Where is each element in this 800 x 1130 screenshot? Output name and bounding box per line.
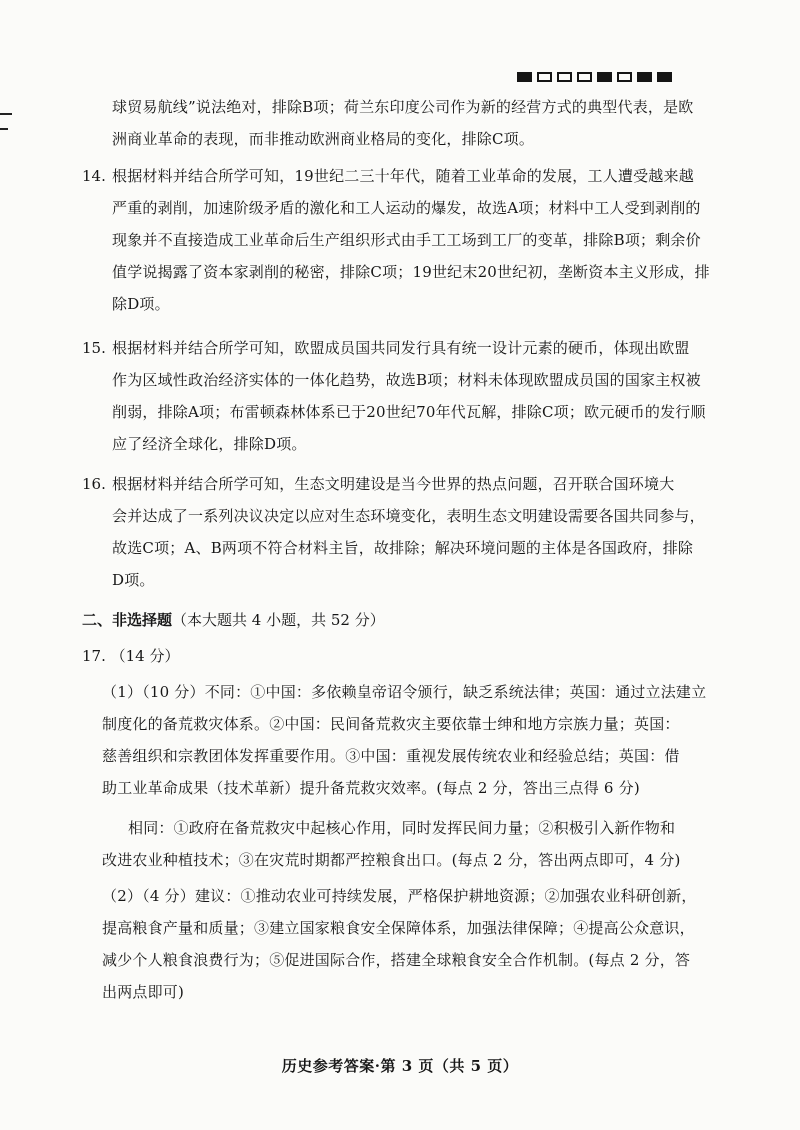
section-title: 二、非选择题 xyxy=(82,611,173,629)
text-line: 改进农业种植技术；③在灾荒时期都严控粮食出口。(每点 2 分，答出两点即可，4 分) xyxy=(102,851,681,869)
section-subtitle: （本大题共 4 小题，共 52 分） xyxy=(172,611,385,629)
text-line: 会并达成了一系列决议决定以应对生态环境变化，表明生态文明建设需要各国共同参与， xyxy=(112,507,705,525)
text-line: 慈善组织和宗教团体发挥重要作用。③中国：重视发展传统农业和经验总结；英国：借 xyxy=(102,747,680,765)
text-line: 削弱，排除A项；布雷顿森林体系已于20世纪70年代瓦解，排除C项；欧元硬币的发行顺 xyxy=(112,403,706,421)
q14-answer-text xyxy=(112,160,710,320)
marker-block xyxy=(537,72,552,82)
q17-part1-text xyxy=(102,676,706,804)
text-line: 应了经济全球化，排除D项。 xyxy=(112,435,307,453)
text-line: 制度化的备荒救灾体系。②中国：民间备荒救灾主要依靠士绅和地方宗族力量；英国： xyxy=(102,715,680,733)
marker-block xyxy=(617,72,632,82)
text-line: 洲商业革命的表现，而非推动欧洲商业格局的变化，排除C项。 xyxy=(112,130,535,148)
text-line: （2）（4 分）建议：①推动农业可持续发展，严格保护耕地资源；②加强农业科研创新， xyxy=(102,887,697,905)
q17-same-text xyxy=(102,812,681,876)
page-footer: 历史参考答案·第 3 页（共 5 页） xyxy=(281,1057,519,1075)
text-line: 根据材料并结合所学可知，生态文明建设是当今世界的热点问题，召开联合国环境大 xyxy=(112,475,675,493)
q17-part2-text xyxy=(102,880,697,1008)
text-line: （1）（10 分）不同：①中国：多依赖皇帝诏令颁行，缺乏系统法律；英国：通过立法建立 xyxy=(102,683,707,701)
question-number: 17. xyxy=(82,647,106,665)
question-number: 14. xyxy=(82,167,106,185)
text-line: 减少个人粮食浪费行为；⑤促进国际合作，搭建全球粮食安全合作机制。(每点 2 分，答 xyxy=(102,951,691,969)
text-line: 提高粮食产量和质量；③建立国家粮食安全保障体系，加强法律保障；④提高公众意识， xyxy=(102,919,695,937)
text-line: 根据材料并结合所学可知，欧盟成员国共同发行具有统一设计元素的硬币，体现出欧盟 xyxy=(112,339,690,357)
text-line: 值学说揭露了资本家剥削的秘密，排除C项；19世纪末20世纪初，垄断资本主义形成，排 xyxy=(112,263,710,281)
marker-block xyxy=(637,72,652,82)
text-line: 现象并不直接造成工业革命后生产组织形式由手工工场到工厂的变革，排除B项；剩余价 xyxy=(112,231,701,249)
binding-edge-mark xyxy=(0,128,8,130)
marker-block xyxy=(517,72,532,82)
question-number: 16. xyxy=(82,475,106,493)
question-header xyxy=(82,640,180,672)
marker-block xyxy=(557,72,572,82)
marker-block xyxy=(597,72,612,82)
text-line: 故选C项；A、B两项不符合材料主旨，故排除；解决环境问题的主体是各国政府，排除 xyxy=(112,539,694,557)
text-line: 根据材料并结合所学可知，19世纪二三十年代，随着工业革命的发展，工人遭受越来越 xyxy=(112,167,694,185)
question-score: （14 分） xyxy=(110,647,180,665)
text-line: 作为区域性政治经济实体的一体化趋势，故选B项；材料未体现欧盟成员国的国家主权被 xyxy=(112,371,701,389)
marker-block xyxy=(577,72,592,82)
text-line: 出两点即可) xyxy=(102,983,185,1001)
section-heading xyxy=(82,604,385,636)
q15-answer-text xyxy=(112,332,706,460)
question-number: 15. xyxy=(82,339,106,357)
binding-edge-mark xyxy=(0,113,12,115)
q13-continued-text xyxy=(112,91,694,155)
registration-marker-bar xyxy=(517,72,672,82)
text-line: 相同：①政府在备荒救灾中起核心作用，同时发挥民间力量；②积极引入新作物和 xyxy=(128,819,676,837)
text-line: 除D项。 xyxy=(112,295,170,313)
text-line: 助工业革命成果（技术革新）提升备荒救灾效率。(每点 2 分，答出三点得 6 分) xyxy=(102,779,640,797)
text-line: 严重的剥削，加速阶级矛盾的激化和工人运动的爆发，故选A项；材料中工人受到剥削的 xyxy=(112,199,701,217)
text-line: D项。 xyxy=(112,571,155,589)
marker-block xyxy=(657,72,672,82)
q16-answer-text xyxy=(112,468,705,596)
text-line: 球贸易航线”说法绝对，排除B项；荷兰东印度公司作为新的经营方式的典型代表，是欧 xyxy=(112,98,694,116)
